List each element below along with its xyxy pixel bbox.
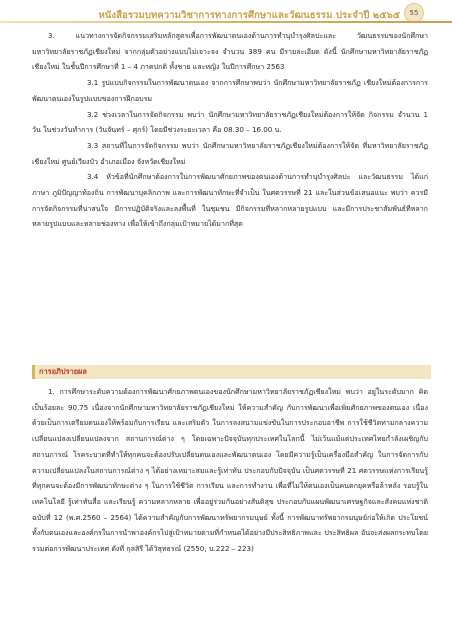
item-3-4-line-3: ในศตวรรษที่ 21 และในส่วนข้อเสนอแนะ พบว่า ควรมีการจัดกิจกรรมที่น่าสนใจ มีการปฏิบัติจริงและลงพื้นที่	[32, 188, 428, 213]
discussion-line-6: โรคระบาดที่ทำให้ทุกคนจะต้องปรับเปลี่ยนตนเองและพัฒนาตนเอง โดยมีความรู้เป็นเครื่องมือสำคัญ	[72, 449, 374, 459]
discussion-line-13: ประสิทธิผล อันจะส่งผลกระทบโดยรวมต่อการพัฒนาประเทศ ดังที่ กุลสิรี ได้วิสุทธรณ์ (2550, น.222 – 223)	[32, 528, 428, 554]
section-heading	[32, 365, 431, 379]
item-3-line-4: และหญิง ในปีการศึกษา 2563	[192, 62, 285, 72]
discussion-line-5: สถานการณ์ต่าง ๆ โดยเฉพาะปัจจุบันทุกประเทศในโลกนี้ ไม่เว้นแม้แต่ประเทศไทยกำลังเผชิญกับสถานการณ์	[32, 434, 428, 459]
discussion-line-12: ประโยชน์ทั้งกับตนเองและองค์กรในการนำพาองค์กรไปสู่เป้าหมายตามที่กำหนดได้อย่างมีประสิทธิภาพและ	[32, 512, 428, 538]
discussion-line-8: เป็นศตวรรษที่ 21 ศตวรรษแห่งการเรียนรู้ที่ทุกคนจะต้องมีการพัฒนาทักษะต่าง ๆ ในการใช้ชีวิต การเรียน	[32, 465, 428, 491]
item-3	[32, 28, 428, 75]
discussion-line-4: ในการลงสนามแข่งขันในการประกอบอาชีพ การใช้ชีวิตท่ามกลางความเปลี่ยนแปลงเปลี่ยนแปลงจาก	[32, 418, 428, 444]
item-3-1-line-1: 3.1 รูปแบบกิจกรรมในการพัฒนาตนเอง จากการศึกษาพบว่า นักศึกษามหาวิทยาลัยราชภัฏ	[87, 78, 361, 88]
item-3-2-line-2: กิจกรรม จำนวน 1 วัน ในช่วงวันทำการ (วันจันทร์ – ศุกร์) โดยมีช่วงระยะเวลา คือ 08.30 – 16.00 น.	[32, 109, 428, 135]
header-title: หนังสือรวมบทความวิชาการทางการศึกษาและวัฒนธรรม ประจำปี ๒๕๖๕	[98, 10, 400, 21]
item-3-line-3: มีรายละเอียด ดังนี้ นักศึกษามหาวิทยาลัยราชภัฏเชียงใหม่ ในชั้นปีการศึกษาที่ 1 – 4 ภาคปกติ ทั้งชาย	[32, 46, 428, 72]
page-header	[0, 0, 452, 22]
item-3-1	[32, 75, 428, 106]
item-3-4-line-5: เพื่อให้เข้าถึงกลุ่มเป้าหมายได้มากที่สุด	[127, 219, 243, 229]
discussion-line-2: พบว่า อยู่ในระดับมาก คิดเป็นร้อยละ 90.75 เนื่องจากนักศึกษามหาวิทยาลัยราชภัฏเชียงใหม่ ให้ความสำคัญ	[32, 387, 429, 412]
discussion-line-10: ความหลากหลาย เพื่ออยู่ร่วมกันอย่างสันติสุข ประกอบกับแผนพัฒนาเศรษฐกิจและสังคมแห่งชาติ ฉบับที่ 12	[32, 496, 428, 522]
discussion-block	[32, 384, 428, 557]
item-3-3	[32, 138, 428, 169]
discussion-line-1: 1. การศึกษาระดับความต้องการพัฒนาศักยภาพตนเองของนักศึกษามหาวิทยาลัยราชภัฏเชียงใหม่	[48, 387, 341, 396]
discussion-line-3: กับการพัฒนาเพื่อเพิ่มศักยภาพของตนเอง เนื่องด้วยเป็นการเตรียมตนเองให้พร้อมกับการเรียน และเสริมตัว	[32, 402, 428, 428]
discussion-line-9: และการทำงาน เพื่อที่ไม่ให้ตนเองเป็นคนตกยุคหรือล้าหลัง รอบรู้ในเทคโนโลยี รู้เท่าทันสื่อ และเรียนรู้	[32, 481, 428, 506]
page-number: 55	[404, 3, 424, 23]
item-3-1-line-2: เชียงใหม่ต้องการการพัฒนาตนเองในรูปแบบของการฝึกอบรม	[32, 78, 428, 103]
header-rule	[0, 21, 452, 23]
section-title: การอภิปรายผล	[39, 367, 87, 376]
findings-block	[32, 28, 428, 232]
discussion-line-11: (พ.ศ.2560 – 2564) ได้ความสำคัญกับการพัฒนาทรัพยากรมนุษย์ ทั้งนี้ การพัฒนาทรัพยากรมนุษย์ก่อให้เกิด	[66, 512, 395, 522]
item-3-4-line-1: 3.4 หัวข้อที่นักศึกษาต้องการในการพัฒนาศักยภาพของตนเองด้านการทำนุบำรุงศิลปะ	[87, 172, 351, 182]
item-3-line-2: วัฒนธรรมของนักศึกษามหาวิทยาลัยราชภัฏเชียงใหม่ จากกลุ่มตัวอย่างแบบไม่เจาะจง จำนวน 389 คน	[32, 31, 428, 56]
item-3-4	[32, 169, 428, 232]
item-3-2-line-1: 3.2 ช่วงเวลาในการจัดกิจกรรม พบว่า นักศึกษามหาวิทยาลัยราชภัฏเชียงใหม่ต้องการให้จัด	[87, 109, 365, 119]
item-3-4-line-4: ในชุมชน มีกิจกรรมที่หลากหลายรูปแบบ และมีการประชาสัมพันธ์ที่หลากหลายรูปแบบและหลายช่องทาง	[32, 203, 428, 229]
discussion-paragraph	[32, 384, 428, 557]
discussion-line-7: ในการจัดการกับความเปลี่ยนแปลงในสถานการณ์ต่าง ๆ ได้อย่างเหมาะสมและรู้เท่าทัน ประกอบกับปัจจุบัน	[32, 449, 428, 475]
item-3-2	[32, 107, 428, 138]
item-3-4-line-2: และวัฒนธรรม ได้แก่ ภาษา ภูมิปัญญาท้องถิ่น การพัฒนาบุคลิกภาพ และการพัฒนาทักษะที่จำเป็น	[32, 172, 428, 198]
item-3-3-line-2: ที่มหาวิทยาลัยราชภัฏเชียงใหม่ ศูนย์เวียงบัว อำเภอเมือง จังหวัดเชียงใหม่	[32, 140, 428, 166]
item-3-3-line-1: 3.3 สถานที่ในการจัดกิจกรรม พบว่า นักศึกษามหาวิทยาลัยราชภัฏเชียงใหม่ต้องการให้จัด	[87, 140, 359, 150]
item-3-line-1: 3. แนวทางการจัดกิจกรรมเสริมหลักสูตรเพื่อการพัฒนาตนเองด้านการทำนุบำรุงศิลปะและ	[48, 31, 337, 40]
